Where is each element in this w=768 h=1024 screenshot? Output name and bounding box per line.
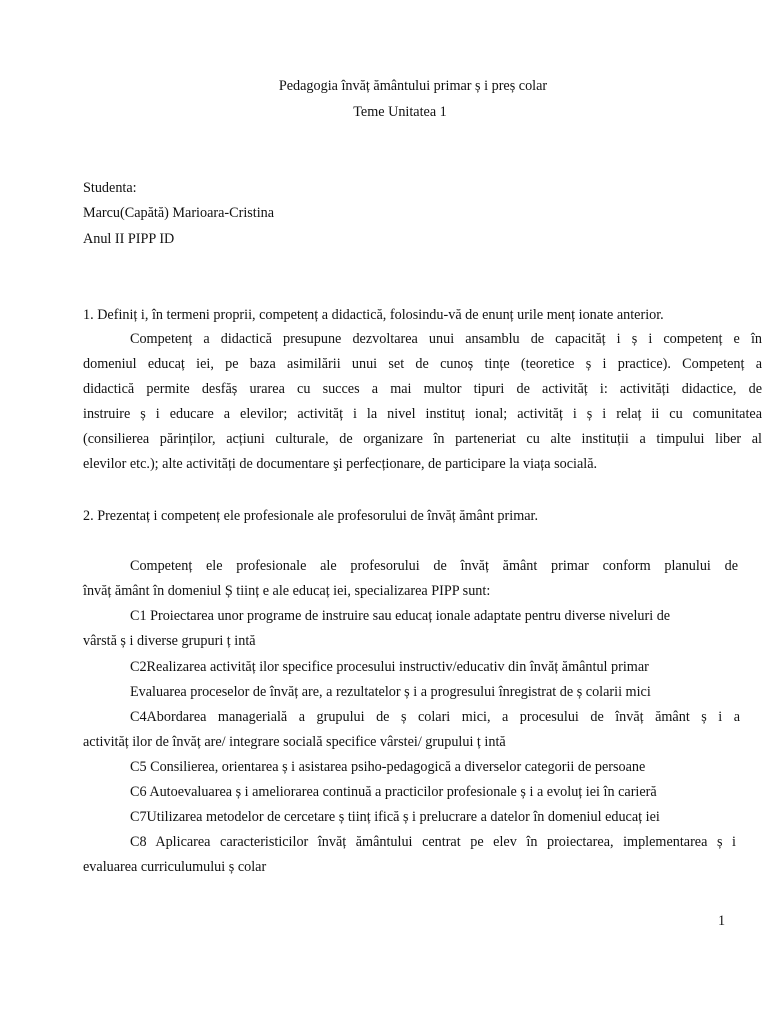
- answer-1-line: didactică permite desfăș urarea cu succes a mai multor tipuri de activităț i: activități didactice, de: [83, 381, 762, 397]
- document-title: Pedagogia învăț ământului primar ș i preș colar: [278, 78, 548, 94]
- answer-2-intro-line: Competenț ele profesionale ale profesorului de învăț ământ primar conform planului de: [130, 558, 738, 574]
- competence-item: Evaluarea proceselor de învăț are, a rezultatelor ș i a progresului înregistrat de ș colarii mici: [130, 684, 651, 700]
- student-label: Studenta:: [83, 180, 137, 196]
- competence-item: C8 Aplicarea caracteristicilor învăț ământului centrat pe elev în proiectarea, implementarea ș i: [130, 834, 736, 850]
- answer-1-line: instruire ș i educare a elevilor; activităț i la nivel instituț ional; activităț i ș i relaț ii cu comunitatea: [83, 406, 762, 422]
- answer-1-line: (consilierea părinților, acțiuni culturale, de organizare în parteneriat cu alte instituții a timpului liber al: [83, 431, 762, 447]
- competence-item: vârstă ș i diverse grupuri ț intă: [83, 633, 256, 649]
- question-2: 2. Prezentaț i competenț ele profesionale ale profesorului de învăț ământ primar.: [83, 508, 539, 524]
- competence-item: activităț ilor de învăț are/ integrare socială specifice vârstei/ grupului ț intă: [83, 734, 506, 750]
- answer-2-intro-line: învăț ământ în domeniul Ș tiinț e ale educaț iei, specializarea PIPP sunt:: [83, 583, 491, 599]
- question-1: 1. Definiț i, în termeni proprii, competenț a didactică, folosindu-vă de enunț urile menț ionate anterior.: [83, 307, 664, 323]
- answer-1-line: Competenț a didactică presupune dezvoltarea unui ansamblu de capacităț i ș i competenț e în: [130, 331, 762, 347]
- competence-item: C7Utilizarea metodelor de cercetare ș tiinț ifică ș i prelucrare a datelor în domeniul educaț iei: [130, 809, 660, 825]
- student-name: Marcu(Capătă) Marioara-Cristina: [83, 205, 275, 221]
- answer-1-line: domeniul educaț iei, pe baza asimilării unui set de cunoș tințe (teoretice ș i practice). Competenț a: [83, 356, 762, 372]
- document-subtitle: Teme Unitatea 1: [353, 104, 447, 120]
- competence-item: C4Abordarea managerială a grupului de ș colari mici, a procesului de învăț ământ ș i a: [130, 709, 740, 725]
- competence-item: C6 Autoevaluarea ș i ameliorarea continuă a practicilor profesionale ș i a evoluț iei în carieră: [130, 784, 657, 800]
- competence-item: C2Realizarea activităț ilor specifice procesului instructiv/educativ din învăț ământul primar: [130, 659, 649, 675]
- page-number: 1: [718, 913, 726, 929]
- competence-item: evaluarea curriculumului ș colar: [83, 859, 267, 875]
- competence-item: C5 Consilierea, orientarea ș i asistarea psiho-pedagogică a diverselor categorii de persoane: [130, 759, 646, 775]
- answer-1-line: elevilor etc.); alte activități de documentare şi perfecționare, de participare la viața socială.: [83, 456, 598, 472]
- student-year: Anul II PIPP ID: [83, 231, 175, 247]
- competence-item: C1 Proiectarea unor programe de instruire sau educaț ionale adaptate pentru diverse niveluri de: [130, 608, 671, 624]
